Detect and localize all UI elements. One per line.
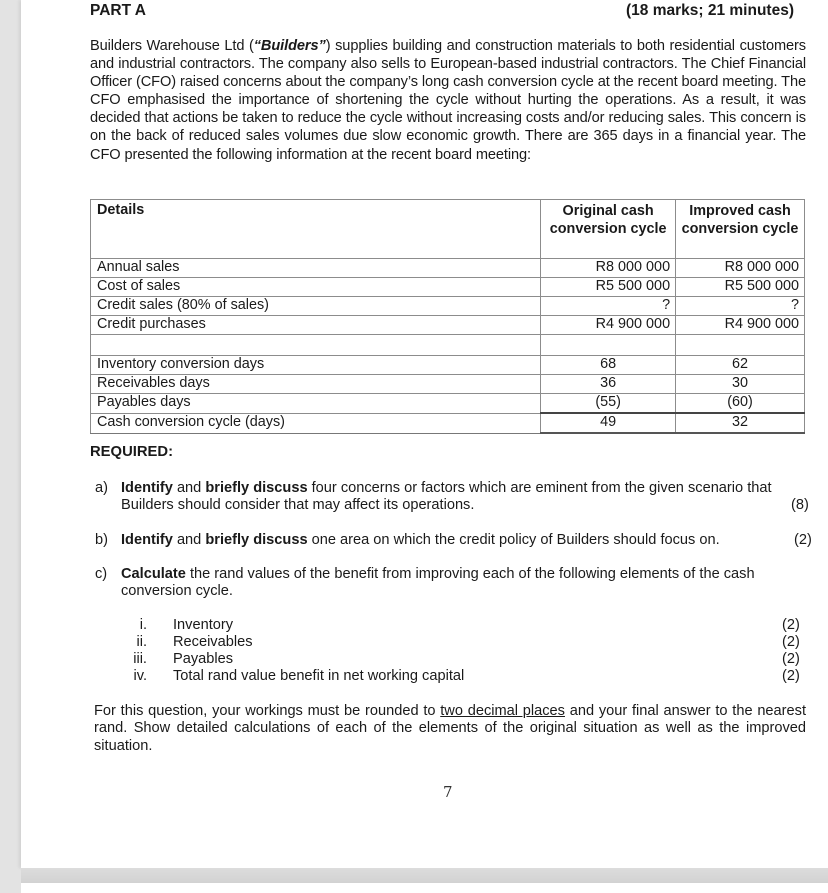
row-improved: ? [676,297,805,316]
sub-item-text: Payables [173,651,234,667]
row-original: 68 [541,356,676,375]
table-row [91,278,805,297]
sub-item-number: i. [139,617,147,633]
row-original: (55) [541,394,676,414]
header-original: Original cash conversion cycle [541,200,676,259]
intro-paragraph [90,37,806,164]
row-improved: 30 [676,375,805,394]
intro-emphasis: “Builders” [253,38,326,54]
connector: and [172,480,206,496]
page-gap [21,868,828,883]
sub-item-marks: (2) [782,617,800,633]
bold-verb: Identify [121,532,173,548]
row-improved: (60) [676,394,805,414]
sub-item-marks: (2) [782,634,800,650]
question-text-line2: Builders should consider that may affect its operations. [121,497,475,513]
bold-verb: briefly discuss [205,480,308,496]
row-improved: R8 000 000 [676,259,805,278]
row-original: R5 500 000 [541,278,676,297]
page-number: 7 [443,783,453,801]
table-header-row [91,200,805,259]
bold-verb: Calculate [121,566,186,582]
table-row [91,394,805,414]
sub-item-marks: (2) [782,668,800,684]
row-label: Inventory conversion days [91,356,541,375]
question-rest: one area on which the credit policy of Builders should focus on. [307,532,720,548]
table-row [91,297,805,316]
row-label [91,335,541,356]
question-rest: four concerns or factors which are eminent from the given scenario that [307,480,772,496]
header-improved: Improved cash conversion cycle [676,200,805,259]
sub-item-number: ii. [136,634,147,650]
row-improved: R5 500 000 [676,278,805,297]
sub-item-text: Inventory [173,617,234,633]
row-original: 36 [541,375,676,394]
intro-before: Builders Warehouse Ltd ( [90,38,254,54]
question-text-line1 [121,532,720,549]
question-marks: (2) [794,532,812,548]
row-label: Cash conversion cycle (days) [91,413,541,433]
question-label: b) [95,532,108,548]
bold-verb: briefly discuss [205,532,308,548]
next-page [21,883,828,893]
row-label: Payables days [91,394,541,414]
question-rest: the rand values of the benefit from improving each of the following elements of the cash [185,566,755,582]
note-before: For this question, your workings must be rounded to [94,703,441,719]
question-label: c) [95,566,108,582]
row-improved: R4 900 000 [676,316,805,335]
sub-item-text: Receivables [173,634,253,650]
connector: and [172,532,206,548]
required-heading: REQUIRED: [90,444,174,460]
row-improved: 32 [676,413,805,433]
table-row [91,356,805,375]
question-text-line1 [121,566,755,583]
bold-verb: Identify [121,480,173,496]
row-improved: 62 [676,356,805,375]
table-row [91,259,805,278]
question-text-line1 [121,480,772,497]
marks-time: (18 marks; 21 minutes) [626,2,794,19]
header-details: Details [91,200,541,259]
table-row [91,316,805,335]
ccc-table [90,199,805,434]
table-row-blank [91,335,805,356]
intro-after: ) supplies building and construction materials to both residential customers and industrial contractors. The company also sells to European-based industrial contractors. The Chief Financial Officer (CFO) raised concerns about the company’s long cash conversion cycle at the recent board meeting. The CFO emphasised the importance of shortening the cycle without hurting the operations. As a result, it was decided that actions be taken to reduce the cycle without increasing costs and/or reducing sales. This concern is on the back of reduced sales volumes due slow economic growth. There are 365 days in a financial year. The CFO presented the following information at the recent board meeting: [90,38,806,163]
row-improved [676,335,805,356]
note-after: and your final answer to the nearest rand. Show detailed calculations of each of the elements of the original situation as well as the improved situation. [94,703,806,754]
row-label: Credit sales (80% of sales) [91,297,541,316]
row-original: ? [541,297,676,316]
question-label: a) [95,480,108,496]
row-original: R4 900 000 [541,316,676,335]
note-underlined: two decimal places [440,703,565,719]
row-label: Receivables days [91,375,541,394]
row-label: Credit purchases [91,316,541,335]
row-original: R8 000 000 [541,259,676,278]
row-original [541,335,676,356]
sub-item-number: iii. [133,651,147,667]
table-row [91,375,805,394]
part-title: PART A [90,2,146,19]
sub-item-marks: (2) [782,651,800,667]
question-marks: (8) [791,497,809,513]
instruction-note [94,703,806,755]
row-label: Cost of sales [91,278,541,297]
table-row-total [91,413,805,433]
sub-item-number: iv. [133,668,147,684]
row-original: 49 [541,413,676,433]
sub-item-text: Total rand value benefit in net working capital [173,668,465,684]
question-text-line2: conversion cycle. [121,583,233,599]
row-label: Annual sales [91,259,541,278]
